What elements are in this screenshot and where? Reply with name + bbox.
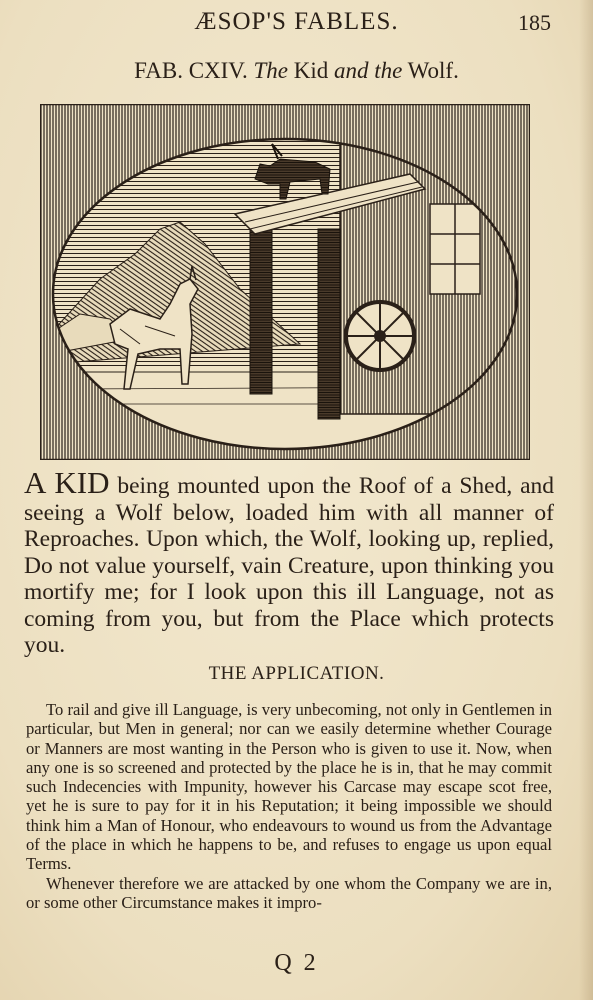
fable-title bbox=[0, 58, 593, 84]
page-edge-shadow bbox=[579, 0, 593, 1000]
fable-title-kid: Kid bbox=[293, 58, 329, 83]
application-heading: THE APPLICATION. bbox=[208, 663, 385, 684]
page-number: 185 bbox=[518, 10, 551, 35]
story-opening-words: A KID bbox=[24, 465, 110, 500]
fable-number: FAB. CXIV. bbox=[134, 58, 248, 83]
fable-title-the: The bbox=[253, 58, 288, 83]
application-paragraph: To rail and give ill Language, is very unbecoming, not only in Gentlemen in particular, but Men in general; nor can we easily determine whether Courage or Manners are most wanting in the Person who is given to use it. Now, when any one is so screened and protected by the place he is in, that he may commit such Indecencies with Impunity, however his Carcase may escape scot free, yet he is sure to pay for it in his Reputation; it being impossible we should think him a Man of Honour, who endeavours to wound us from the Advantage of the place in which he happens to be, and refuses to engage us upon equal Terms. bbox=[26, 700, 552, 874]
fable-title-and-the: and the bbox=[333, 58, 403, 83]
story-text: being mounted upon the Roof of a Shed, and seeing a Wolf below, loaded him with all manner of Reproaches. Upon which, the Wolf, looking up, replied, Do not value yourself, vain Creature, upon thinking you mortify me; for I look upon this ill Language, not as coming from you, but from the Place which protects you. bbox=[24, 473, 555, 658]
fable-title-wolf: Wolf. bbox=[407, 58, 459, 83]
running-head bbox=[0, 8, 593, 38]
application-paragraph: Whenever therefore we are attacked by one whom the Company we are in, or some other Circumstance makes it impro- bbox=[26, 873, 552, 912]
signature-mark: Q 2 bbox=[274, 950, 319, 976]
application-text bbox=[26, 700, 552, 912]
fable-story bbox=[24, 465, 555, 659]
running-title: ÆSOP'S FABLES. bbox=[194, 8, 399, 35]
woodcut-illustration bbox=[40, 104, 530, 460]
